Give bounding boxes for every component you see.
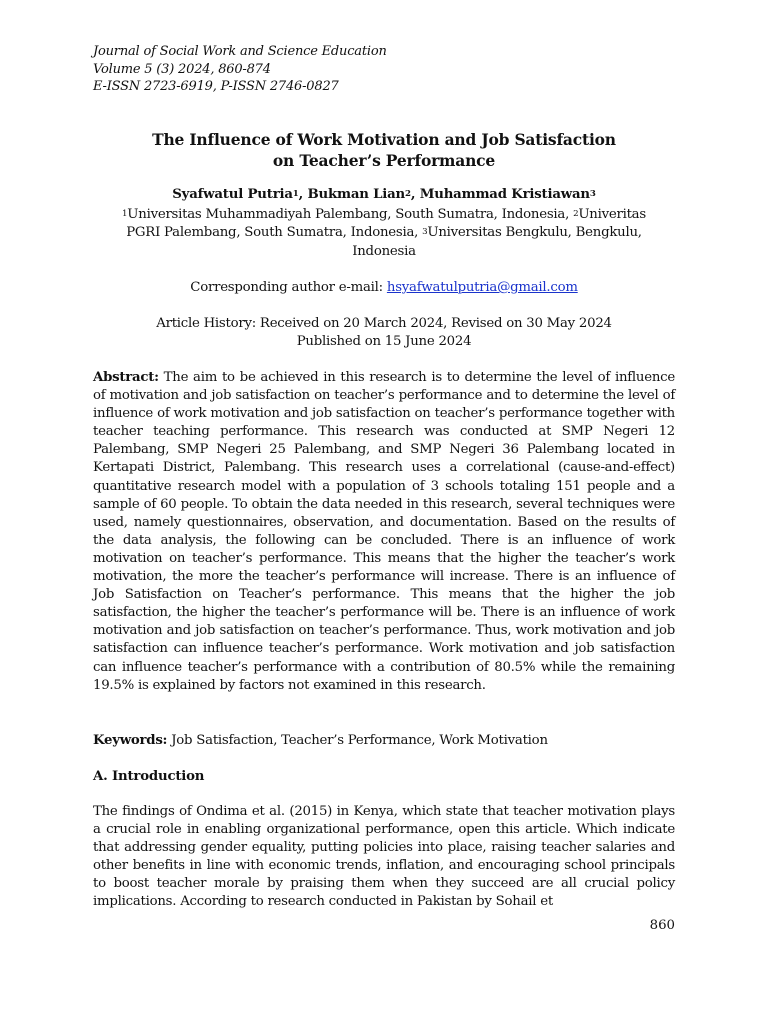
author-3-affil: 3 xyxy=(589,188,596,199)
affil-text-2b: Universitas Bengkulu, Bengkulu, xyxy=(427,225,642,241)
journal-header xyxy=(93,43,387,96)
author-3: Muhammad Kristiawan xyxy=(419,187,590,202)
title-line-2: on Teacher’s Performance xyxy=(272,151,496,170)
introduction-paragraph: The findings of Ondima et al. (2015) in Kenya, which state that teacher motivation plays a crucial role in enabling organizational performance, open this article. Which indicate that addressing gender equality, putting policies into place, raising teacher salaries and other benefits in line with economic trends, inflation, and encouraging school principals to boost teacher morale by praising them when they succeed are all crucial policy implications. According to research conducted in Pakistan by Sohail et xyxy=(93,804,675,910)
keywords xyxy=(93,732,675,750)
paper-title xyxy=(84,129,684,171)
email-link[interactable]: hsyafwatulputria@gmail.com xyxy=(386,280,578,295)
author-1: Syafwatul Putria xyxy=(172,187,293,202)
affil-text-1b: Univeritas xyxy=(578,207,646,222)
history-line-1: Article History: Received on 20 March 2024, Revised on 30 May 2024 xyxy=(156,316,612,331)
author-2-affil: 2 xyxy=(405,188,411,199)
author-list: Syafwatul Putria$^1$, Bukman Lian$^2$, Muhammad Kristiawan$^3$ xyxy=(172,187,596,202)
corresponding-label: Corresponding author e-mail: xyxy=(190,280,387,295)
article-history xyxy=(84,315,684,352)
affiliations xyxy=(84,206,684,261)
affil-text-1a: Universitas Muhammadiyah Palembang, South Sumatra, Indonesia, xyxy=(127,207,574,222)
title-line-1: The Influence of Work Motivation and Job Satisfaction xyxy=(152,130,616,149)
journal-name: Journal of Social Work and Science Education xyxy=(93,44,387,59)
abstract xyxy=(93,369,675,695)
affil-marker-1: 1 xyxy=(122,208,128,219)
affil-text-2a: PGRI Palembang, South Sumatra, Indonesia, xyxy=(126,225,423,241)
abstract-label: Abstract: xyxy=(93,370,159,385)
affiliation-line-2 xyxy=(84,224,684,242)
author-2: Bukman Lian xyxy=(307,187,406,202)
history-line-2: Published on 15 June 2024 xyxy=(296,334,472,350)
affil-marker-3: 3 xyxy=(422,227,428,238)
affiliation-line-1 xyxy=(84,206,684,224)
corresponding-author xyxy=(84,279,684,297)
author-1-affil: 1 xyxy=(292,188,299,199)
keywords-text: Job Satisfaction, Teacher’s Performance, Work Motivation xyxy=(171,733,548,748)
journal-issn: E-ISSN 2723-6919, P-ISSN 2746-0827 xyxy=(93,79,339,94)
page-number: 860 xyxy=(649,918,675,933)
affil-marker-2: 2 xyxy=(573,208,579,219)
keywords-label: Keywords: xyxy=(93,733,168,748)
journal-volume: Volume 5 (3) 2024, 860-874 xyxy=(93,61,271,77)
section-heading: A. Introduction xyxy=(93,769,205,784)
affiliation-line-3: Indonesia xyxy=(352,243,416,259)
abstract-text: The aim to be achieved in this research is to determine the level of influence of motivation and job satisfaction on teacher’s performance and to determine the level of influence of work motivation and job satisfaction on teacher’s performance together with teacher teaching performance. This research was conducted at SMP Negeri 12 Palembang, SMP Negeri 25 Palembang, and SMP Negeri 36 Palembang located in Kertapati District, Palembang. This research uses a correlational (cause-and-effect) quantitative research model with a population of 3 schools totaling 151 people and a sample of 60 people. To obtain the data needed in this research, several techniques were used, namely questionnaires, observation, and documentation. Based on the results of the data analysis, the following can be concluded. There is an influence of work motivation on teacher’s performance. This means that the higher the teacher’s work motivation, the more the teacher’s performance will increase. There is an influence of Job Satisfaction on Teacher’s performance. This means that the higher the job satisfaction, the higher the teacher’s performance will be. There is an influence of work motivation and job satisfaction on teacher’s performance. Thus, work motivation and job satisfaction can influence teacher’s performance. Work motivation and job satisfaction can influence teacher’s performance with a contribution of 80.5% while the remaining 19.5% is explained by factors not examined in this research. xyxy=(93,370,675,693)
